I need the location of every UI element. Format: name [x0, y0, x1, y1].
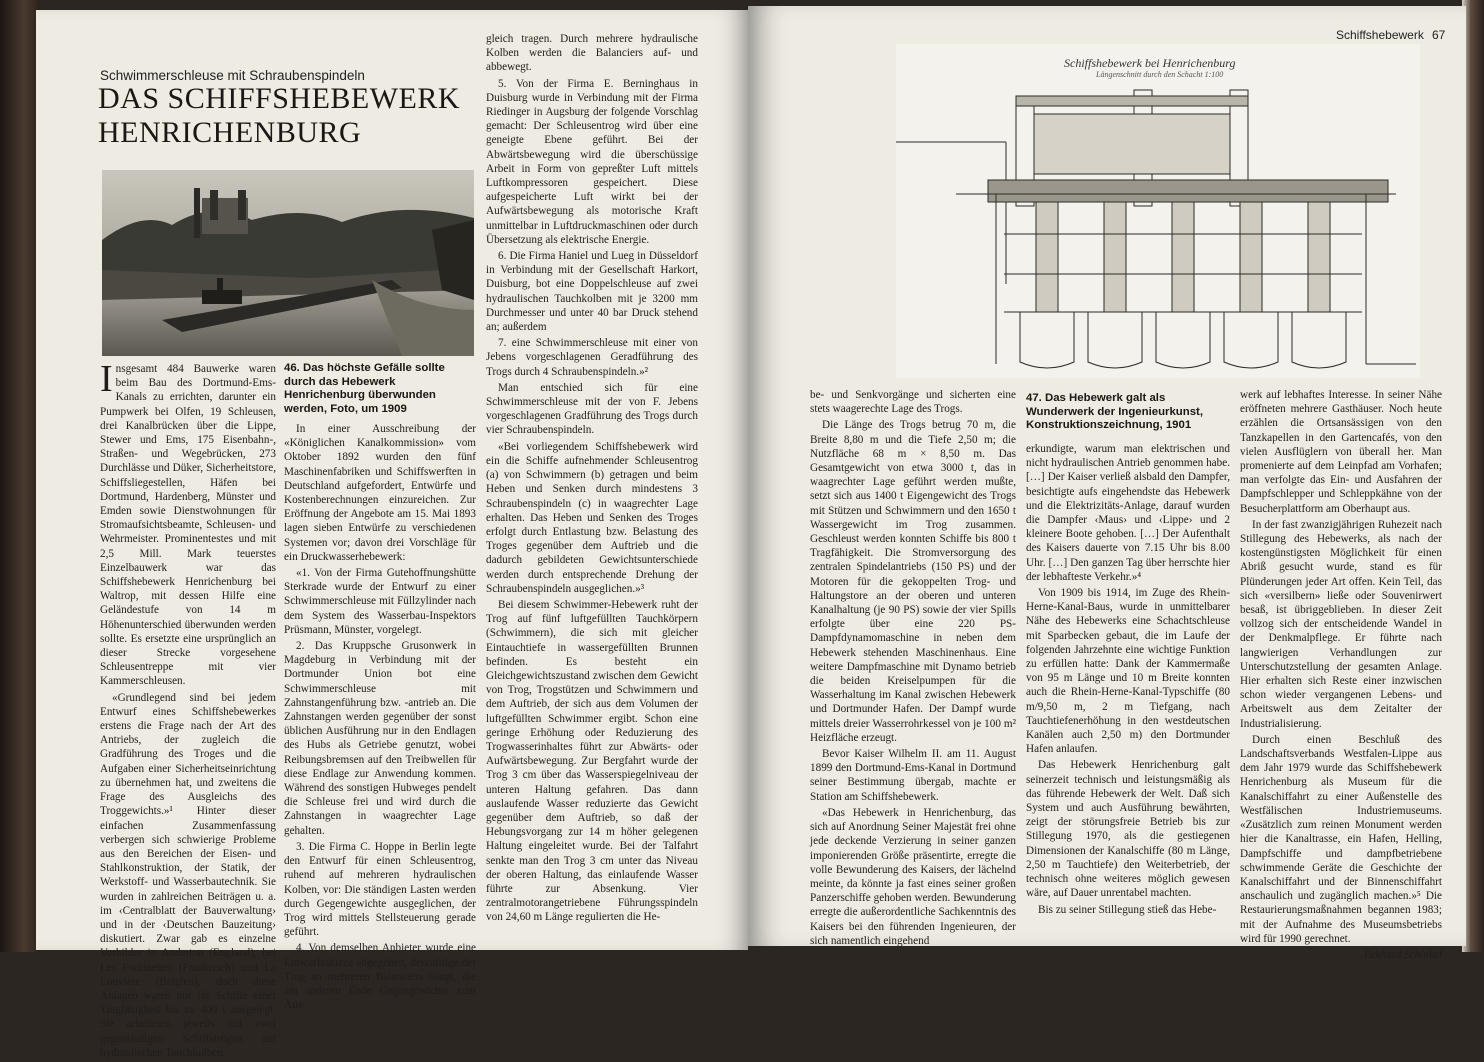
left-column-2 [284, 422, 476, 1014]
construction-drawing [896, 44, 1420, 378]
book-edge-left [0, 0, 40, 952]
col3-paragraph-2: 5. Von der Firma E. Berninghaus in Duisburg wurde in Verbindung mit der Firma Riedinger in Augsburg der folgende Vorschlag gemacht: Der Schleusentrog wird über eine geneigte Ebene geführt. Bei der Abwärtsbewegung wird die überschüssige Arbeit in Form von gepreßter Luft mittels Luftkompressoren gespeichert. Diese aufgespeicherte Luft wirkt bei der Aufwärtsbewegung als motorische Kraft unmittelbar in Luftdruckmaschinen oder durch Übersetzung als elektrische Energie. [486, 77, 698, 246]
right-column-3 [1240, 388, 1442, 962]
right-column-2 [1026, 442, 1230, 919]
article-kicker: Schwimmerschleuse mit Schraubenspindeln [100, 68, 365, 83]
col3-paragraph-4: 7. eine Schwimmerschleuse mit einer von Jebens vorgeschlagenen Geradführung des Trogs durch 4 Schraubenspindeln.»² [486, 337, 698, 378]
r-col2-paragraph-1: erkundigte, warum man elektrischen und nicht hydraulischen Antrieb genommen habe. […] Der Kaiser verließ alsbald den Dampfer, besichtigte aufs eingehendste das Hebewerk und die Elektrizitäts-Anlage, darauf wurden die Dampfer ‹Maus› und ‹Lippe› und 2 kleinere Boote gehoben. […] Der Aufenthalt des Kaisers dauerte von 7.15 Uhr bis 8.00 Uhr. […] Den ganzen Tag über herrschte hier der lebhafteste Verkehr.»⁴ [1026, 443, 1230, 583]
running-title: Schiffshebewerk [1336, 28, 1424, 42]
drawing-subtitle: Längenschnitt durch den Schacht 1:100 [1096, 70, 1224, 79]
photo-illustration [102, 170, 474, 356]
title-line-2: HENRICHENBURG [98, 116, 362, 149]
r-col1-paragraph-3: Bevor Kaiser Wilhelm II. am 11. August 1899 den Dortmund-Ems-Kanal in Dortmund seiner Bestimmung übergab, machte er Station am Schiffshebewerk. [810, 748, 1016, 803]
col3-paragraph-6: «Bei vorliegendem Schiffshebewerk wird ein die Schiffe aufnehmender Schleusentrog (a) von Schwimmern (b) getragen und beim Heben und Senken durch mindestens 3 Schraubenspindeln (c) in waagrechter Lage erhalten. Das Heben und Senken des Troges erfolgt durch Entlastung bzw. Belastung des Troges gegenüber dem Auftrieb und die dadurch gebildeten Gewichtsunterschiede werden durch entsprechende Drehung der Schraubenspindeln ausgeglichen.»³ [486, 440, 698, 595]
r-col3-paragraph-3: Durch einen Beschluß des Landschaftsverbands Westfalen-Lippe aus dem Jahr 1979 wurde das Schiffshebewerk Henrichenburg als Museum für die Kanalschiffahrt zu einer Außenstelle des Westfälischen Industriemuseums. «Zusätzlich zum reinen Monument werden hier die Kanaltrasse, ein Hafen, Helling, Dampfschiffe und dampfbetriebene schwimmende Geräte die Geschichte der Kanalschiffahrt und der Binnenschiffahrt anschaulich und zugänglich machen.»⁵ Die Restaurierungsmaßnahmen begannen 1983; mit der Aufnahme des Museumsbetriebs wird für 1990 gerechnet. [1240, 733, 1442, 945]
photo-caption: 46. Das höchste Gefälle sollte durch das Hebewerk Henrichenburg überwunden werden, Foto, um 1909 [284, 362, 445, 415]
article-author: Eckhard Schinkel [1363, 948, 1442, 961]
col2-paragraph-4: 3. Die Firma C. Hoppe in Berlin legte den Entwurf für einen Schleusentrog, ruhend auf mehreren hydraulischen Kolben, vor: Die ständigen Lasten werden durch Gegengewichte ausgeglichen, der Trog wird mittels Stellsteuerung gerade geführt. [284, 840, 476, 939]
right-column-1 [810, 388, 1016, 950]
col3-paragraph-7: Bei diesem Schwimmer-Hebewerk ruht der Trog auf fünf luftgefüllten Tauchkörpern (Schwimmern), die sich mit gleicher Eintauchtiefe in wassergefüllten Brunnen befinden. Es besteht ein Gleichgewichtszustand zwischen dem Gewicht von Trog, Trogstützen und Schwimmern und dem Auftrieb, der sich aus dem Volumen der luftgefüllten Schwimmer ergibt. Schon eine geringe Erhöhung oder Reduzierung des Trogwasserinhaltes führt zur Abwärts- oder Aufwärtsbewegung. Zur Bergfahrt wurde der Trog 3 cm über das Wasserspiegelniveau der unteren Haltung gefahren. Das dann auslaufende Wasser reduzierte das Gewicht gegenüber dem Auftrieb, so daß der Hebungsvorgang zur 14 m höher gelegenen Haltung eingeleitet wurde. Bei der Talfahrt senkte man den Trog 3 cm unter das Niveau der oberen Haltung, das einlaufende Wasser führte zur Absenkung. Vier zentralmotorangetriebene Führungsspindeln von 24,60 m Länge regulierten die He- [486, 598, 698, 924]
r-col1-paragraph-1: be- und Senkvorgänge und sicherten eine stets waagerechte Lage des Trogs. [810, 389, 1016, 416]
col1-paragraph-1: nsgesamt 484 Bauwerke waren beim Bau des Dortmund-Ems-Kanals zu errichten, darunter ein Pumpwerk bei Olfen, 19 Schleusen, drei Kanalbrücken über die Lippe, Stewer und Ems, 175 Eisenbahn-, Straßen- und Wegebrücken, 273 Durchlässe und Düker, Sicherheitstore, Schiffsliegestellen, Häfen bei Dortmund, Hardenberg, Münster und Emden sowie Dienstwohnungen für Stromaufsichtsbeamte, Schleusen- und Wehrmeister. Prominentestes und mit 2,5 Mill. Mark teuerstes Einzelbauwerk war das Schiffshebewerk Henrichenburg bei Waltrop, mit dessen Hilfe eine Geländestufe von 14 m Höhenunterschied überwunden werden sollte. Es ersetzte eine ursprünglich an dieser Strecke vorgesehene Schleusentreppe mit vier Kammerschleusen. [100, 363, 276, 688]
drawing-caption: 47. Das Hebewerk galt als Wunderwerk der Ingenieurkunst, Konstruktionszeichnung, 1901 [1026, 392, 1204, 432]
col2-paragraph-5: 4. Von demselben Anbieter wurde eine Entwurfsskizze abgegeben, derzufolge der Trog an mehreren Balanciers hängt, die am anderen Ende Gegengewichte zum Aus- [284, 942, 476, 1012]
col2-paragraph-1: In einer Ausschreibung der «Königlichen Kanalkommission» vom Oktober 1892 wurden den fünf Maschinenfabriken und Schiffswerften in Deutschland aufgefordert, Entwürfe und Kostenberechnungen einzureichen. Zur Eröffnung der Angebote am 15. Mai 1893 lagen sieben Entwürfe zu verschiedenen Systemen vor; davon drei Vorschläge für ein Druckwasserhebewerk: [284, 423, 476, 563]
r-col2-paragraph-4: Bis zu seiner Stillegung stieß das Hebe- [1038, 903, 1217, 916]
r-col3-paragraph-2: In der fast zwanzigjährigen Ruhezeit nach Stillegung des Hebewerks, als nach der kostengünstigsten Möglichkeit für einen Abriß gesucht wurde, stand es für Plünderungen jeder Art offen. Kein Teil, das sich «versilbern» ließe oder Souvenirwert besaß, ist übriggeblieben. In dieser Zeit vollzog sich der entscheidende Wandel in der Denkmalpflege. Er führte nach langwierigen Verhandlungen zur Unterschutzstellung der gesamten Anlage. Hier erhalten sich Reste einer inzwischen schon wieder vergangenen Lebens- und Arbeitswelt aus dem Zeitalter der Industrialisierung. [1240, 518, 1442, 730]
article-title [98, 82, 460, 150]
col1-paragraph-2: «Grundlegend sind bei jedem Entwurf eines Schiffshebewerkes erstens die Frage nach der Art des Antriebs, der zugleich die Gradführung des Troges und die Aufgaben einer Sicherheitseinrichtung zu übernehmen hat, und zweitens die Frage des Ausgleichs des Troggewichts.»¹ Hinter dieser einfachen Zusammenfassung verbergen sich schwierige Probleme aus den Bereichen der Eisen- und Stahlkonstruktion, der Statik, der Werkstoff- und Wasserbautechnik. Sie wurden in zahlreichen Beiträgen u. a. im ‹Centralblatt der Bauverwaltung› und in der ‹Deutschen Bauzeitung› diskutiert. Zwar gab es einzelne Vorbilder in Anderton (England), bei Les Fontinettes (Frankreich) und La Louvière (Belgien), doch diese Anlagen waren nur für Schiffe einer Tragfähigkeit bis zu 400 t ausgelegt. Sie arbeiteten jeweils mit zwei gegenläufigen Schiffströgen auf hydraulischen Tauchkolben. [100, 691, 276, 1059]
r-col1-paragraph-4: «Das Hebewerk in Henrichenburg, das sich auf Anordnung Seiner Majestät frei ohne jede deckende Verzierung in seiner ganzen imponierenden Größe präsentirte, erregte die volle Bewunderung des Kaisers, der lächelnd meinte, da könnte ja fast eines seiner großen Panzerschiffe gehoben werden. Bewunderung erregte die außerordentliche Sachkenntnis des Kaisers bei den führenden Ingenieuren, der sich namentlich eingehend [810, 806, 1016, 947]
drawing-title: Schiffshebewerk bei Henrichenburg [1064, 56, 1236, 70]
col3-paragraph-3: 6. Die Firma Haniel und Lueg in Düsseldorf in Verbindung mit der Gesellschaft Harkort, Duisburg, bot eine Doppelschleuse auf zwei hydraulischen Tauchkolben mit je 3200 mm Durchmesser und unter 40 bar Druck stehend an; außerdem [486, 250, 698, 334]
page-number: 67 [1432, 28, 1446, 42]
r-col1-paragraph-2: Die Länge des Trogs betrug 70 m, die Breite 8,80 m und die Tiefe 2,50 m; die Nutzfläche 68 m × 8,50 m. Das Gesamtgewicht von etwa 3000 t, das in waagrechter Lage geführt werden mußte, setzt sich aus 1400 t Eigengewicht des Trogs mit Stützen und Schwimmern und den 1650 t Wassergewicht im Trog zusammen. Geschleust werden konnten Schiffe bis 800 t Tragfähigkeit. Die Stromversorgung des zentralen Spindelantriebs (150 PS) und der Motoren für die gekoppelten Trog- und Haltungstore an der oberen und unteren Kanalhaltung (je 90 PS) sowie der vier Spills erfolgte über eine 220 PS-Dampfdynamomaschine in neben dem Hebewerk stehenden Maschinenhaus. Eine weitere Dampfmaschine mit Dynamo betrieb die beiden Kreiselpumpen für die Wasserhaltung im Kanal zwischen Hebewerk und Dortmunder Hafen. Der Dampf wurde mittels dreier Wasserrohrkessel von je 100 m² Heizfläche erzeugt. [810, 419, 1016, 744]
col3-paragraph-5: Man entschied sich für eine Schwimmerschleuse mit der von F. Jebens vorgeschlagenen Gradführung des Trogs durch vier Schraubenspindeln. [486, 381, 698, 437]
r-col3-paragraph-1: werk auf lebhaftes Interesse. In seiner Nähe eröffneten mehrere Gasthäuser. Noch heute erzählen die Ortsansässigen von den Tanzkapellen in den Gartencafés, von den vielen Ausflüglern von überall her. Man promenierte auf dem Leinpfad am Vorhafen; man verfolgte das Ein- und Ausfahren der Dampfschlepper und Schleppkähne von der Besucherplattform am Oberhaupt aus. [1240, 389, 1442, 515]
drawing-illustration [896, 44, 1420, 378]
r-col2-paragraph-2: Von 1909 bis 1914, im Zuge des Rhein-Herne-Kanal-Baus, wurde in unmittelbarer Nähe des Hebewerks eine Schachtschleuse mit Sparbecken gebaut, die im Laufe der folgenden Jahrzehnte eine wichtige Funktion zu erfüllen hatte: Dank der Kammermaße von 95 m Länge und 10 m Breite konnten auch die Rhein-Herne-Kanal-Typschiffe (80 m/9,50 m, 2 m Tiefgang, nach Tauchtiefenerhöhung in den westdeutschen Kanälen auch 2,50 m) den Dortmunder Hafen anlaufen. [1026, 587, 1230, 756]
title-line-1: DAS SCHIFFSHEBEWERK [98, 82, 461, 115]
col2-paragraph-2: «1. Von der Firma Gutehoffnungshütte Sterkrade wurde der Entwurf zu einer Schwimmerschleuse mit Füllzylinder nach dem System des Wasserbau-Inspektors Prüsmann, Münster, vorgelegt. [284, 567, 476, 636]
col3-paragraph-1: gleich tragen. Durch mehrere hydraulische Kolben werden die Balanciers auf- und abbewegt. [486, 33, 698, 74]
drop-cap: I [100, 358, 113, 400]
left-page [36, 10, 748, 1059]
col2-paragraph-3: 2. Das Kruppsche Grusonwerk in Magdeburg in Verbindung mit der Dortmunder Union bot eine Schwimmerschleuse mit Zahnstangenführung bzw. -antrieb an. Die Zahnstangen werden gegenüber der sonst üblichen Ausführung nur in den Endlagen des Hubs als Getriebe genutzt, wobei Reibungsbremsen auf den Treibwellen für diese Endlage zur Anwendung kommen. Während des sonstigen Hubweges pendelt die Schleuse frei und wird durch die Zahnstangen in waagrechter Lage gehalten. [284, 640, 476, 837]
left-column-3 [486, 32, 698, 927]
historic-photo-hebewerk [102, 170, 474, 356]
left-column-1 [100, 358, 276, 1062]
right-page [748, 6, 1466, 961]
r-col2-paragraph-3: Das Hebewerk Henrichenburg galt seinerzeit technisch und leistungsmäßig als das führende Hebewerk der Welt. Daß sich System und auch Ausführung bewährten, zeigt der störungsfreie Betrieb bis zur Stillegung 1970, als die gestiegenen Dimensionen der Kanalschiffe (80 m Länge, 2,50 m Tauchtiefe) den Weiterbetrieb, der technisch ohne weiteres möglich gewesen wäre, auf Dauer unrentabel machten. [1026, 759, 1230, 900]
